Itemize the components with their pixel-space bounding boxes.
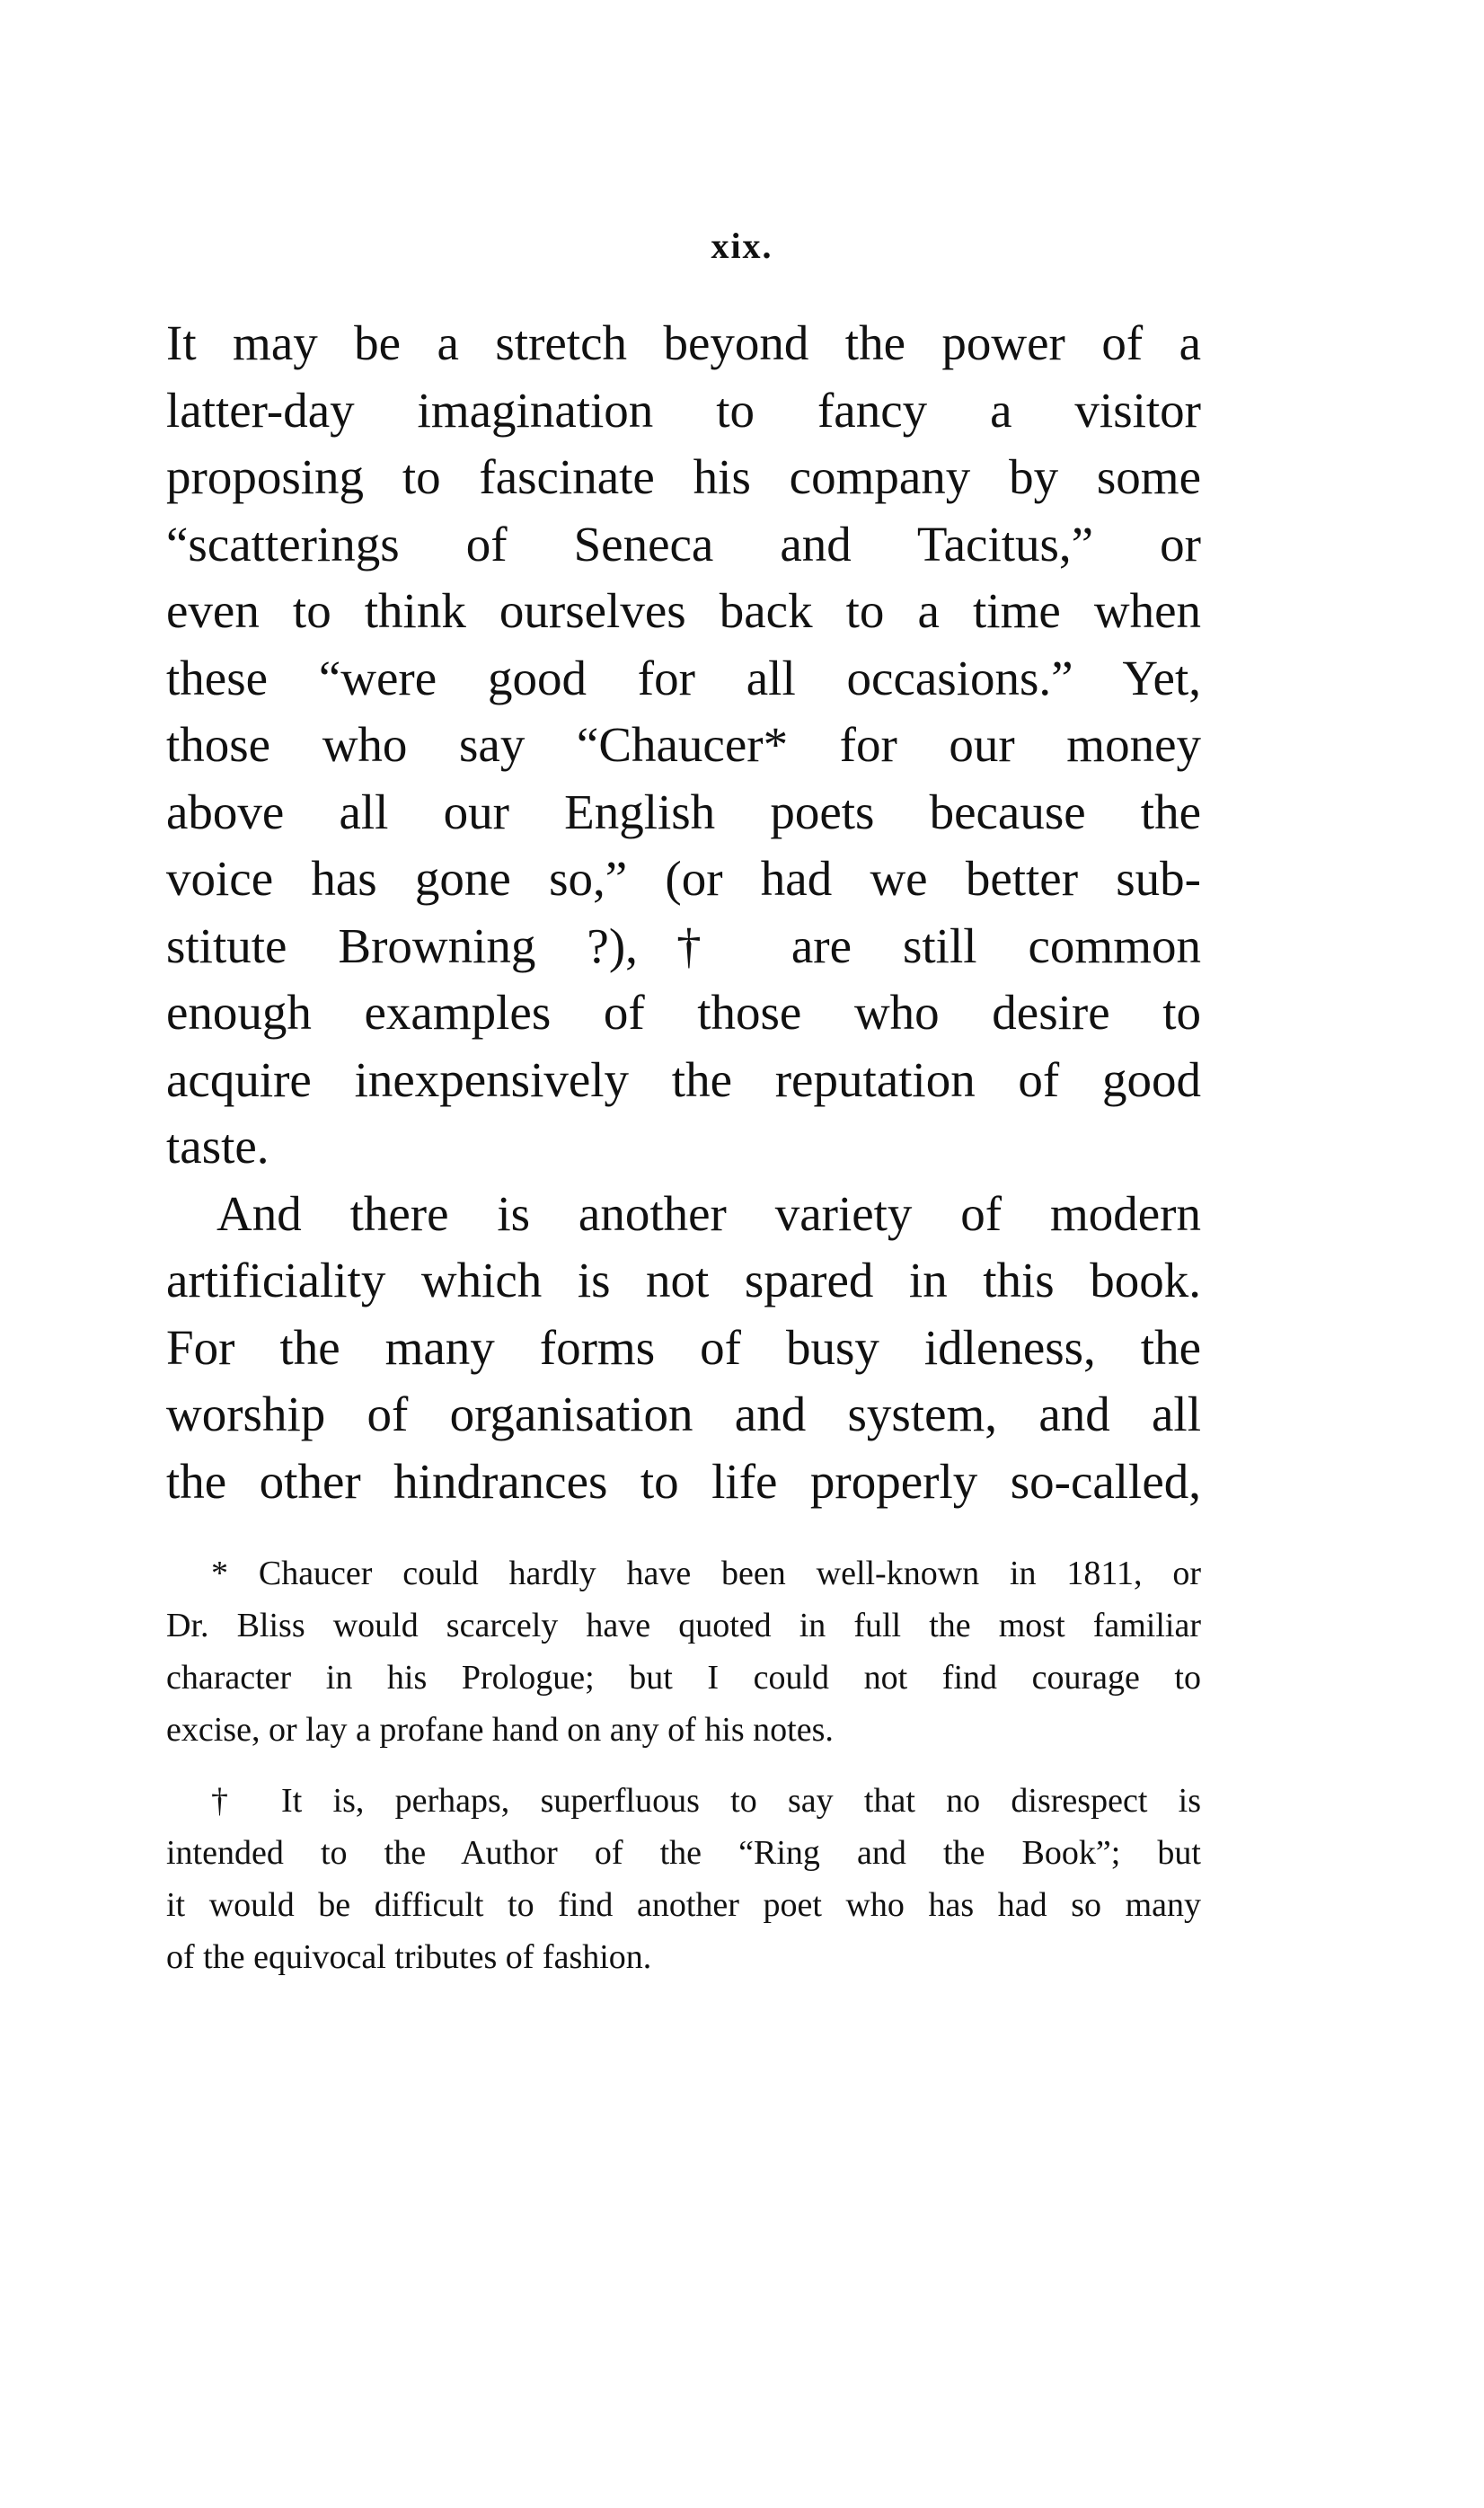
footnote-line: † It is, perhaps, superfluous to say that no disrespect is — [211, 1782, 1201, 1820]
main-text — [166, 310, 1201, 1515]
footnotes — [166, 1547, 1201, 2002]
footnote-line: excise, or lay a profane hand on any of his notes. — [166, 1711, 834, 1749]
footnote-line: Dr. Bliss would scarcely have quoted in full the most familiar — [166, 1607, 1201, 1644]
footnote-line: intended to the Author of the “Ring and the Book”; but — [166, 1834, 1201, 1872]
text-line: For the many forms of busy idleness, the — [166, 1319, 1201, 1375]
text-line: even to think ourselves back to a time when — [166, 583, 1201, 638]
text-line: latter-day imagination to fancy a visitor — [166, 382, 1201, 438]
footnote-line: character in his Prologue; but I could not find courage to — [166, 1659, 1201, 1697]
text-line: worship of organisation and system, and all — [166, 1387, 1201, 1441]
footnote-line: * Chaucer could hardly have been well-known in 1811, or — [211, 1555, 1201, 1592]
text-line: stitute Browning ?),† are still common — [166, 917, 1201, 973]
text-line: “scatterings of Seneca and Tacitus,” or — [166, 516, 1201, 572]
text-line: these “were good for all occasions.” Yet, — [166, 650, 1201, 705]
text-line: voice has gone so,” (or had we better sub- — [166, 851, 1201, 906]
footnote-chaucer — [166, 1547, 1201, 1756]
text-line: artificiality which is not spared in this book. — [166, 1253, 1201, 1307]
text-line: It may be a stretch beyond the power of a — [166, 315, 1201, 370]
footnote-line: of the equivocal tributes of fashion. — [166, 1938, 652, 1976]
text-line: And there is another variety of modern — [216, 1185, 1201, 1241]
text-line: above all our English poets because the — [166, 784, 1201, 839]
text-line: those who say “Chaucer* for our money — [166, 717, 1201, 772]
text-line: enough examples of those who desire to — [166, 985, 1201, 1040]
page-number: xix. — [711, 226, 773, 266]
text-line: acquire inexpensively the reputation of good — [166, 1051, 1201, 1107]
text-line: proposing to fascinate his company by some — [166, 449, 1201, 504]
footnote-line: it would be difficult to find another poet who has had so many — [166, 1886, 1201, 1924]
footnote-browning — [166, 1775, 1201, 1983]
text-line: the other hindrances to life properly so-called, — [166, 1453, 1201, 1509]
text-line: taste. — [166, 1119, 269, 1174]
